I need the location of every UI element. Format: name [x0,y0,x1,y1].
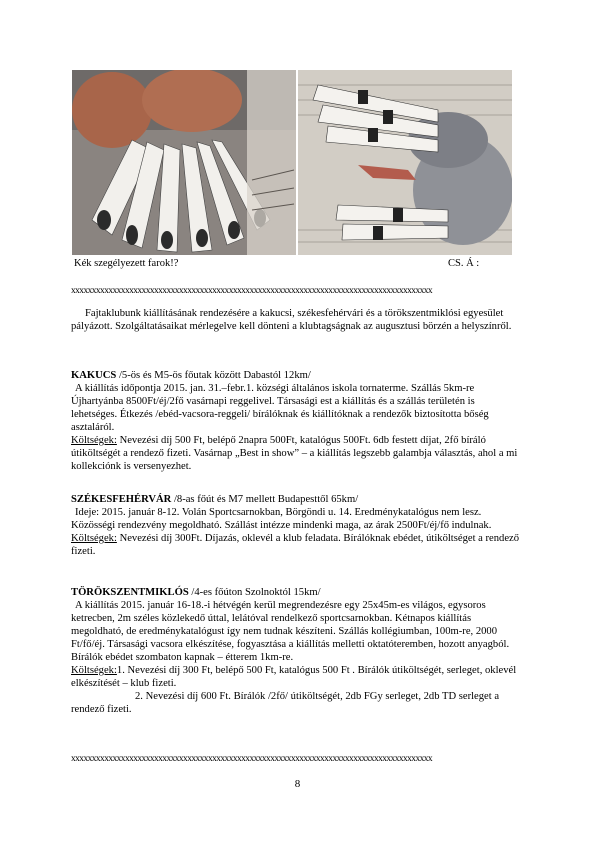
pigeon-wing-photo [298,70,512,255]
pigeon-tail-image [72,70,296,255]
szekesfehervar-location: /8-as főút és M7 mellett Budapesttől 65km/ [173,494,359,505]
kakucs-location: /5-ös és M5-ös főutak között Dabastól 12km/ [118,370,311,381]
pigeon-wing-image [298,70,512,255]
intro-text: Fajtaklubunk kiállításának rendezésére a kakucsi, székesfehérvári és a törökszentmiklósi egyesület pályázott. Szolgáltatásaikat mérlegelve kell dönteni a klubtagságnak az augusztusi börzén a helyszínről. [71,308,512,332]
page-number: 8 [294,778,301,790]
torokszentmiklos-costs-2: 2. Nevezési díj 600 Ft. Bírálók /2fő/ útiköltségét, 2db FGy serleget, 2db TD serleget a rendező fizeti. [71,691,500,715]
kakucs-costs-label: Költségek: [71,435,117,446]
photo-caption-left: Kék szegélyezett farok!? [74,258,179,269]
pigeon-tail-photo [72,70,296,255]
torokszentmiklos-location: /4-es főúton Szolnoktól 15km/ [191,587,321,598]
torokszentmiklos-title: TÖRÖKSZENTMIKLÓS [71,587,189,598]
torokszentmiklos-body: A kiállítás 2015. január 16-18.-i hétvégén kerül megrendezésre egy 25x45m-es világos, egysoros ketrecben, 2m széles közlekedő úttal, lelátóval rendelkező sportcsarnokban. Kétnapos kiállítás megoldható, de eredménykatalógust így nem tudnak készíteni. Szállás kollégiumban, 100m-re, 2000 Ft/fő/éj. Társasági vacsora elkészítése, fogyasztása a kiállítás melletti oktatóteremben, hozott anyagból. Bírálók ebédet szombaton kapnak – étterem 1km-re. [71,600,510,663]
szekesfehervar-title: SZÉKESFEHÉRVÁR [71,494,172,505]
kakucs-title: KAKUCS [71,370,117,381]
kakucs-section [71,369,523,473]
szekesfehervar-section [71,493,523,558]
torokszentmiklos-costs-label: Költségek: [71,665,117,676]
szekesfehervar-costs: Nevezési díj 300Ft. Díjazás, oklevél a klub feladata. Bírálóknak ebédet, útiköltséget a rendező fizeti. [71,533,520,557]
szekesfehervar-body: Ideje: 2015. január 8-12. Volán Sportcsarnokban, Börgöndi u. 14. Eredménykatalógus nem lesz. Közösségi rendezvény megoldható. Szállást intézze mindenki maga, az árak 2500Ft/éj/fő indulnak. [71,507,492,531]
kakucs-costs: Nevezési díj 500 Ft, belépő 2napra 500Ft, katalógus 500Ft. 6db festett díjat, 2fő bíráló útiköltségét a rendező fizeti. Vasárnap „Best in show” – a kiállítás legszebb galambja választás, ahol a mi kollekciónk is versenyezhet. [71,435,518,472]
separator-line: xxxxxxxxxxxxxxxxxxxxxxxxxxxxxxxxxxxxxxxxxxxxxxxxxxxxxxxxxxxxxxxxxxxxxxxxxxxxxxxxxxxxxxx [71,286,433,296]
intro-paragraph [71,307,523,333]
separator-line-bottom: xxxxxxxxxxxxxxxxxxxxxxxxxxxxxxxxxxxxxxxxxxxxxxxxxxxxxxxxxxxxxxxxxxxxxxxxxxxxxxxxxxxxxxx [71,754,433,764]
szekesfehervar-costs-label: Költségek: [71,533,117,544]
torokszentmiklos-section [71,586,523,716]
torokszentmiklos-costs-1: 1. Nevezési díj 300 Ft, belépő 500 Ft, katalógus 500 Ft . Bírálók útiköltségét, serleget, oklevél elkészítését – klub fizeti. [71,665,517,689]
photo-caption-right: CS. Á : [448,258,480,269]
kakucs-body: A kiállítás időpontja 2015. jan. 31.–febr.1. községi általános iskola tornaterme. Szállás 5km-re Újhartyánba 8500Ft/éj/2fő vasárnapi reggelivel. Társasági est a kiállítás és a szállás területén is lehetséges. Étkezés /ebéd-vacsora-reggeli/ bírálóknak és kiállítóknak a rendezők biztosította bőség asztaláról. [71,383,489,433]
